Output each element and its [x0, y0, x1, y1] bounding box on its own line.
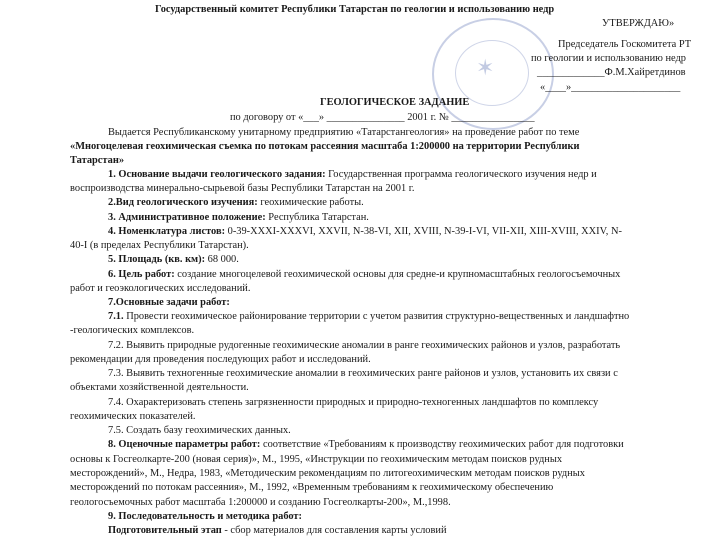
- section-8-line-4: месторождений по потокам рассеяния», М., 1992, «Временным требованиям к геохимическому обеспечению: [70, 482, 554, 493]
- section-9-label: 9. Последовательность и методика работ:: [108, 511, 303, 522]
- section-3: [108, 211, 369, 224]
- approve-label: УТВЕРЖДАЮ»: [602, 18, 675, 29]
- section-6-cont: работ и геоэкологических исследований.: [70, 283, 251, 294]
- section-3-text: Республика Татарстан.: [265, 212, 369, 223]
- section-2-label: 2.Вид геологического изучения:: [108, 197, 258, 208]
- section-1-cont: воспроизводства минерально-сырьевой базы Республики Татарстан на 2001 г.: [70, 183, 415, 194]
- section-5: [108, 253, 239, 266]
- topic-line: «Многоцелевая геохимическая съемка по потокам рассеяния масштаба 1:200000 на территории Республики: [70, 141, 580, 152]
- task-7-1-label: 7.1.: [108, 311, 124, 322]
- task-7-4: 7.4. Охарактеризовать степень загрязненности природных и природно-техногенных ландшафтов по комплексу: [108, 397, 599, 408]
- section-6: [108, 268, 620, 281]
- prep-stage-text: - сбор материалов для составления карты условий: [221, 525, 447, 536]
- prep-stage: [108, 524, 447, 537]
- task-7-1-cont: -геологических комплексов.: [70, 325, 195, 336]
- stamp-emblem-icon: ✶: [476, 56, 495, 81]
- task-7-4-cont: геохимических показателей.: [70, 411, 196, 422]
- section-8-line-3: месторождений», М., Недра, 1983, «Методическим рекомендациям по литогеохимическим методам поисков рудных: [70, 468, 585, 479]
- approver-title: Председатель Госкомитета РТ: [558, 39, 692, 50]
- approval-date: «____»_____________________: [540, 82, 681, 93]
- section-3-label: 3. Административное положение:: [108, 212, 266, 223]
- section-5-label: 5. Площадь (кв. км):: [108, 254, 206, 265]
- task-7-5: 7.5. Создать базу геохимических данных.: [108, 425, 291, 436]
- section-8-line-5: геологосъемочных работ масштаба 1:200000 и созданию Госгеолкарты-200», М.,1998.: [70, 497, 451, 508]
- contract-line: по договору от «___» _______________ 2001 г. № ________________: [230, 112, 535, 123]
- task-7-3: 7.3. Выявить техногенные геохимические аномалии в геохимических ранге районов и узлов, установить их связи с: [108, 368, 618, 379]
- task-7-1: [108, 310, 629, 323]
- section-6-label: 6. Цель работ:: [108, 269, 175, 280]
- section-2: [108, 196, 364, 209]
- section-4: [108, 225, 622, 238]
- section-1: [108, 168, 597, 181]
- section-7-label: 7.Основные задачи работ:: [108, 297, 230, 308]
- approver-signature: _____________Ф.М.Хайретдинов: [537, 67, 686, 78]
- section-1-label: 1. Основание выдачи геологического задания:: [108, 169, 326, 180]
- prep-stage-label: Подготовительный этап: [108, 525, 222, 536]
- task-7-3-cont: объектами хозяйственной деятельности.: [70, 382, 249, 393]
- section-6-text: создание многоцелевой геохимической основы для средне-и крупномасштабных геологосъемочных: [174, 269, 621, 280]
- task-7-2: 7.2. Выявить природные рудогенные геохимические аномалии в ранге геохимических районов и узлов, разработать: [108, 340, 621, 351]
- section-8-label: 8. Оценочные параметры работ:: [108, 439, 261, 450]
- section-4-cont: 40-I (в пределах Республики Татарстан).: [70, 240, 249, 251]
- organization-header: Государственный комитет Республики Татарстан по геологии и использованию недр: [155, 4, 555, 15]
- section-4-label: 4. Номенклатура листов:: [108, 226, 226, 237]
- section-2-text: геохимические работы.: [257, 197, 364, 208]
- topic-line-end: Татарстан»: [70, 155, 125, 166]
- section-8-text: соответствие «Требованиям к производству геохимических работ для подготовки: [260, 439, 624, 450]
- section-5-text: 68 000.: [205, 254, 239, 265]
- section-4-text: 0-39-XXXI-XXXVI, XXVII, N-38-VI, XII, XVIII, N-39-I-VI, VII-XII, XIII-XVIII, XXIV, N-: [225, 226, 622, 237]
- section-8: [108, 438, 624, 451]
- task-7-1-text: Провести геохимическое районирование территории с учетом развития структурно-вещественных и ландшафтно: [123, 311, 630, 322]
- intro-line: Выдается Республиканскому унитарному предприятию «Татарстангеология» на проведение работ по теме: [108, 127, 580, 138]
- section-1-text: Государственная программа геологического изучения недр и: [325, 169, 597, 180]
- approver-title-2: по геологии и использованию недр: [531, 53, 687, 64]
- document-title: ГЕОЛОГИЧЕСКОЕ ЗАДАНИЕ: [320, 97, 470, 108]
- task-7-2-cont: рекомендации для проведения последующих работ и исследований.: [70, 354, 371, 365]
- section-8-line-2: основы к Госгеолкарте-200 (новая серия)», М., 1995, «Инструкции по геохимическим методам поисков рудных: [70, 454, 563, 465]
